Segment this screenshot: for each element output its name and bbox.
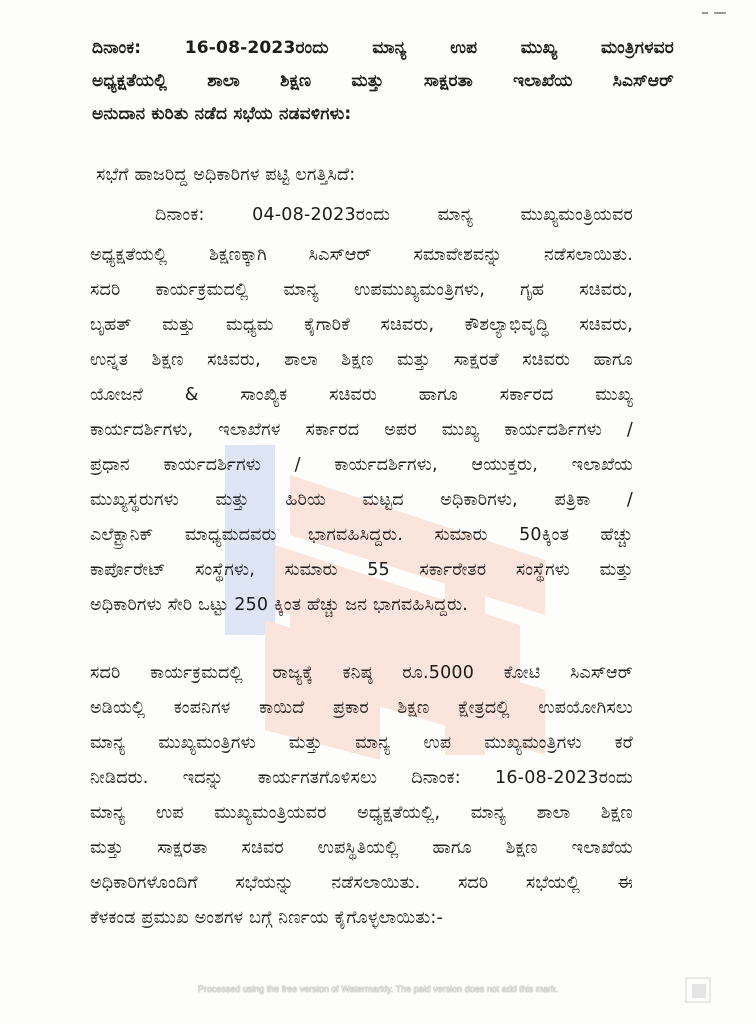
paragraph2-line-5: ಮಾನ್ಯ ಉಪ ಮುಖ್ಯಮಂತ್ರಿಯವರ ಅಧ್ಯಕ್ಷತೆಯಲ್ಲಿ, ಮಾನ್ಯ ಶಾಲಾ ಶಿಕ್ಷಣ bbox=[90, 803, 633, 823]
paragraph2-line-4: ನೀಡಿದರು. ಇದನ್ನು ಕಾರ್ಯಗತಗೊಳಿಸಲು ದಿನಾಂಕ: 16-08-2023ರಂದು bbox=[90, 768, 633, 788]
paragraph1-line-8: ಪ್ರಧಾನ ಕಾರ್ಯದರ್ಶಿಗಳು / ಕಾರ್ಯದರ್ಶಿಗಳು, ಆಯುಕ್ತರು, ಇಲಾಖೆಯ bbox=[90, 455, 633, 475]
paragraph1-line-2: ಅಧ್ಯಕ್ಷತೆಯಲ್ಲಿ ಶಿಕ್ಷಣಕ್ಕಾಗಿ ಸಿಎಸ್‌ಆರ್ ಸಮಾವೇಶವನ್ನು ನಡೆಸಲಾಯಿತು. bbox=[90, 245, 633, 265]
paragraph2-line-1: ಸದರಿ ಕಾರ್ಯಕ್ರಮದಲ್ಲಿ ರಾಜ್ಯಕ್ಕೆ ಕನಿಷ್ಠ ರೂ.5000 ಕೋಟಿ ಸಿಎಸ್‌ಆರ್ bbox=[90, 663, 633, 683]
corner-scan-mark bbox=[700, 8, 730, 18]
title-line-1: ದಿನಾಂಕ: 16-08-2023ರಂದು ಮಾನ್ಯ ಉಪ ಮುಖ್ಯ ಮಂತ್ರಿಗಳವರ bbox=[92, 38, 674, 58]
paragraph1-line-6: ಯೋಜನೆ & ಸಾಂಖ್ಯಿಕ ಸಚಿವರು ಹಾಗೂ ಸರ್ಕಾರದ ಮುಖ್ಯ bbox=[90, 385, 633, 405]
paragraph1-line-1: ದಿನಾಂಕ: 04-08-2023ರಂದು ಮಾನ್ಯ ಮುಖ್ಯಮಂತ್ರಿಯವರ bbox=[155, 205, 633, 225]
paragraph1-line-10: ಎಲೆಕ್ಟ್ರಾನಿಕ್ ಮಾಧ್ಯಮದವರು ಭಾಗವಹಿಸಿದ್ದರು. ಸುಮಾರು 50ಕ್ಕಿಂತ ಹೆಚ್ಚು bbox=[90, 525, 633, 545]
paragraph1-line-12: ಅಧಿಕಾರಿಗಳು ಸೇರಿ ಒಟ್ಟು 250 ಕ್ಕಿಂತ ಹೆಚ್ಚು ಜನ ಭಾಗವಹಿಸಿದ್ದರು. bbox=[90, 595, 468, 615]
paragraph2-line-6: ಮತ್ತು ಸಾಕ್ಷರತಾ ಸಚಿವರ ಉಪಸ್ಥಿತಿಯಲ್ಲಿ ಹಾಗೂ ಶಿಕ್ಷಣ ಇಲಾಖೆಯ bbox=[90, 838, 633, 858]
paragraph2-line-2: ಅಡಿಯಲ್ಲಿ ಕಂಪನಿಗಳ ಕಾಯಿದೆ ಪ್ರಕಾರ ಶಿಕ್ಷಣ ಕ್ಷೇತ್ರದಲ್ಲಿ ಉಪಯೋಗಿಸಲು bbox=[90, 698, 633, 718]
paragraph2-line-7: ಅಧಿಕಾರಿಗಳೊಂದಿಗೆ ಸಭೆಯನ್ನು ನಡೆಸಲಾಯಿತು. ಸದರಿ ಸಭೆಯಲ್ಲಿ ಈ bbox=[90, 873, 633, 893]
attendance-note: ಸಭೆಗೆ ಹಾಜರಿದ್ದ ಅಧಿಕಾರಿಗಳ ಪಟ್ಟಿ ಲಗತ್ತಿಸಿದೆ: bbox=[96, 165, 356, 185]
paragraph1-line-5: ಉನ್ನತ ಶಿಕ್ಷಣ ಸಚಿವರು, ಶಾಲಾ ಶಿಕ್ಷಣ ಮತ್ತು ಸಾಕ್ಷರತೆ ಸಚಿವರು ಹಾಗೂ bbox=[90, 350, 633, 370]
watermark-caption: Processed using the free version of Watermarkly. The paid version does not add this mark. bbox=[197, 984, 559, 994]
title-line-3: ಅನುದಾನ ಕುರಿತು ನಡೆದ ಸಭೆಯ ನಡವಳಿಗಳು: bbox=[92, 104, 352, 124]
paragraph1-line-11: ಕಾರ್ಪೊರೇಟ್ ಸಂಸ್ಥೆಗಳು, ಸುಮಾರು 55 ಸರ್ಕಾರೇತರ ಸಂಸ್ಥೆಗಳು ಮತ್ತು bbox=[90, 560, 633, 580]
paragraph1-line-3: ಸದರಿ ಕಾರ್ಯಕ್ರಮದಲ್ಲಿ ಮಾನ್ಯ ಉಪಮುಖ್ಯಮಂತ್ರಿಗಳು, ಗೃಹ ಸಚಿವರು, bbox=[90, 280, 633, 300]
paragraph1-line-7: ಕಾರ್ಯದರ್ಶಿಗಳು, ಇಲಾಖೆಗಳ ಸರ್ಕಾರದ ಅಪರ ಮುಖ್ಯ ಕಾರ್ಯದರ್ಶಿಗಳು / bbox=[90, 420, 633, 440]
paragraph1-line-9: ಮುಖ್ಯಸ್ಥರುಗಳು ಮತ್ತು ಹಿರಿಯ ಮಟ್ಟದ ಅಧಿಕಾರಿಗಳು, ಪತ್ರಿಕಾ / bbox=[90, 490, 633, 510]
title-line-2: ಅಧ್ಯಕ್ಷತೆಯಲ್ಲಿ ಶಾಲಾ ಶಿಕ್ಷಣ ಮತ್ತು ಸಾಕ್ಷರತಾ ಇಲಾಖೆಯ ಸಿಎಸ್‌ಆರ್ bbox=[92, 71, 674, 91]
paragraph1-line-4: ಬೃಹತ್ ಮತ್ತು ಮಧ್ಯಮ ಕೈಗಾರಿಕೆ ಸಚಿವರು, ಕೌಶಲ್ಯಾಭಿವೃದ್ಧಿ ಸಚಿವರು, bbox=[90, 315, 633, 335]
paragraph2-line-8: ಕೆಳಕಂಡ ಪ್ರಮುಖ ಅಂಶಗಳ ಬಗ್ಗೆ ನಿರ್ಣಯ ಕೈಗೊಳ್ಳಲಾಯಿತು:- bbox=[90, 908, 444, 928]
paragraph2-line-3: ಮಾನ್ಯ ಮುಖ್ಯಮಂತ್ರಿಗಳು ಮತ್ತು ಮಾನ್ಯ ಉಪ ಮುಖ್ಯಮಂತ್ರಿಗಳು ಕರೆ bbox=[90, 733, 633, 753]
